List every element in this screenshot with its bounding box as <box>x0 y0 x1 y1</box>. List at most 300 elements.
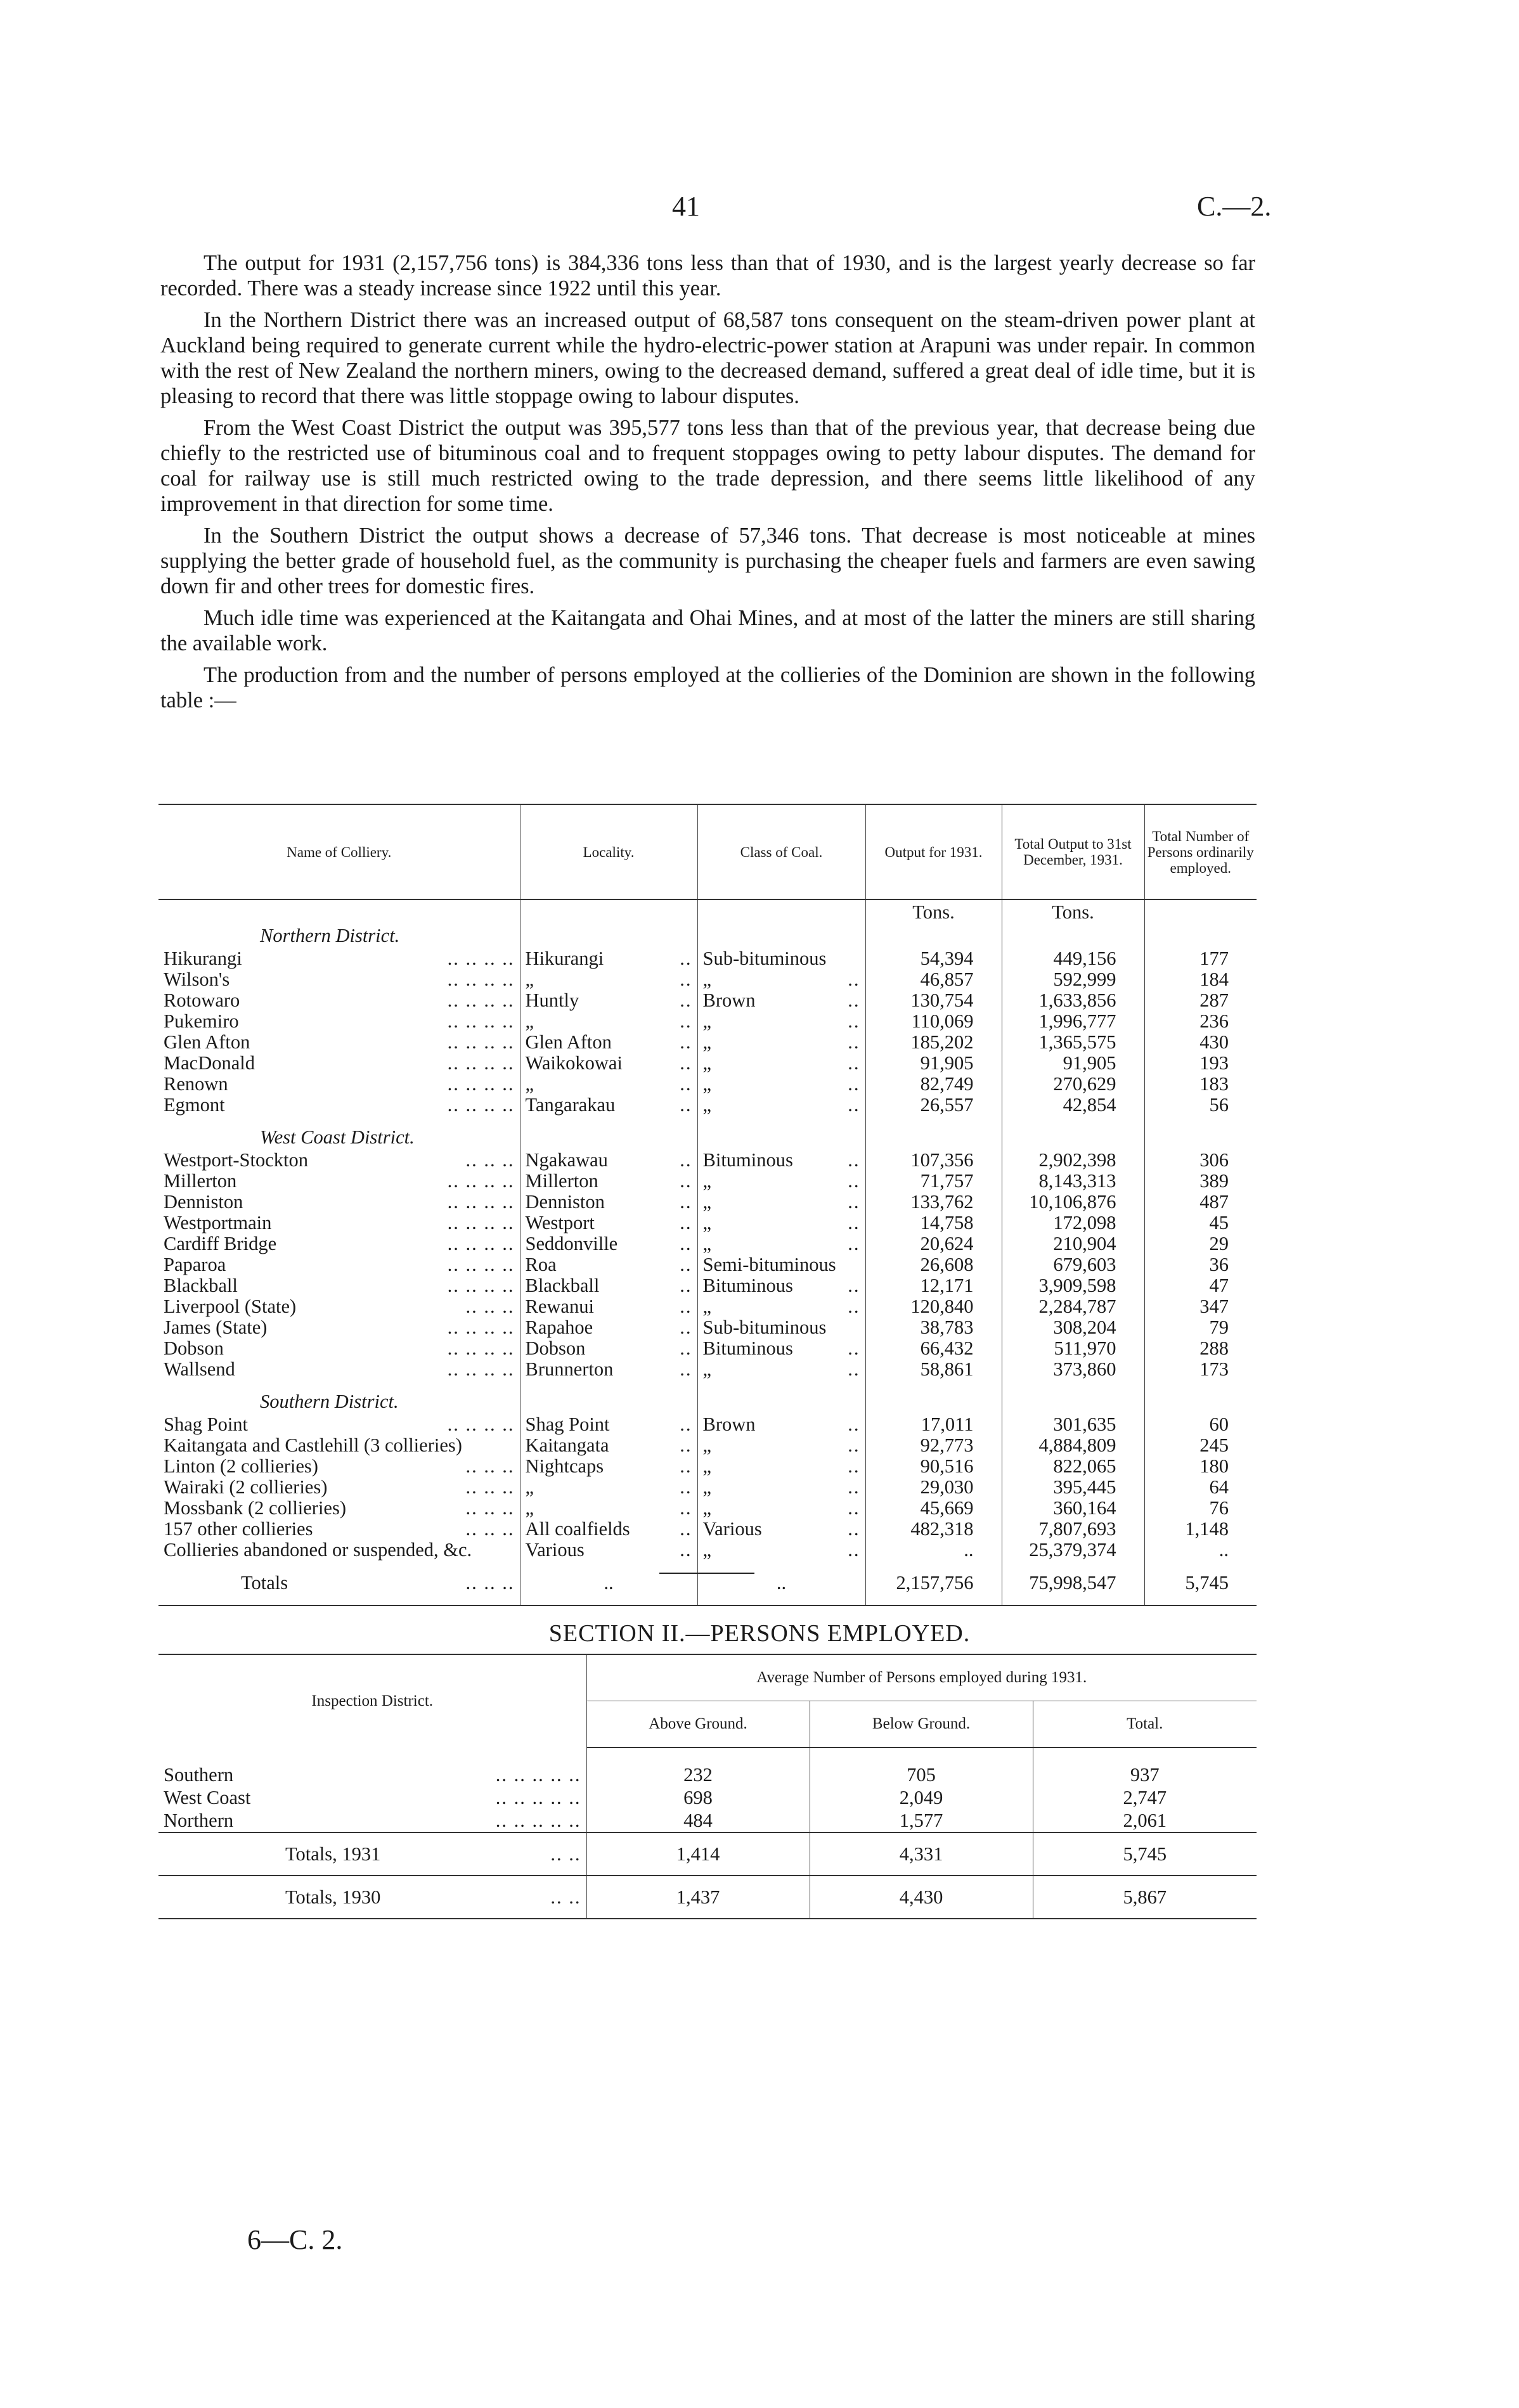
table-cell <box>865 923 1002 948</box>
leader-dots: .. .. .. .. <box>447 1233 515 1254</box>
cell-text: Mossbank (2 collieries) <box>164 1498 346 1519</box>
paragraph: Much idle time was experienced at the Kaitangata and Ohai Mines, and at most of the latter the miners are still sharing the available work. <box>160 606 1255 655</box>
table-cell: 172,098 <box>1002 1213 1144 1233</box>
table-cell <box>520 1435 697 1456</box>
table-cell: 2,284,787 <box>1002 1296 1144 1317</box>
cell-text: Hikurangi <box>525 948 604 969</box>
table-cell <box>520 1389 697 1414</box>
leader-dots: .. .. .. .. <box>447 990 515 1011</box>
cell-text: Denniston <box>164 1192 243 1213</box>
table-row <box>158 1011 1257 1032</box>
totals-row <box>158 1832 1257 1876</box>
table-cell: 210,904 <box>1002 1233 1144 1254</box>
table-cell: 42,854 <box>1002 1095 1144 1116</box>
table-cell <box>158 1832 586 1876</box>
table-cell <box>865 1380 1002 1389</box>
table-cell <box>158 1359 520 1380</box>
table-cell <box>158 1074 520 1095</box>
cell-text: „ <box>702 1435 712 1456</box>
cell-text: Brown <box>702 990 756 1011</box>
leader-dots: .. .. .. .. <box>447 1275 515 1296</box>
table-cell <box>158 948 520 969</box>
table-cell <box>520 1095 697 1116</box>
table-cell <box>520 1296 697 1317</box>
table-cell: 133,762 <box>865 1192 1002 1213</box>
table-row <box>158 1171 1257 1192</box>
table-cell: 360,164 <box>1002 1498 1144 1519</box>
cell-text: Huntly <box>525 990 579 1011</box>
leader-dots: .. .. .. <box>465 1150 515 1171</box>
district-heading-row <box>158 1389 1257 1414</box>
table-cell <box>697 1477 865 1498</box>
table-cell <box>158 1338 520 1359</box>
cell-text: Shag Point <box>164 1414 249 1435</box>
cell-text: Wallsend <box>164 1359 235 1380</box>
cell-text: West Coast <box>164 1787 251 1808</box>
leader-dots: .. <box>680 1150 692 1171</box>
table-cell: 38,783 <box>865 1317 1002 1338</box>
table-cell <box>158 1116 520 1124</box>
table-cell: 2,747 <box>1123 1787 1167 1808</box>
table-cell <box>697 1192 865 1213</box>
table-cell <box>520 948 697 969</box>
table-cell: 71,757 <box>865 1171 1002 1192</box>
table-cell <box>520 1254 697 1275</box>
column-header: Locality. <box>520 804 697 899</box>
table-cell <box>697 1359 865 1380</box>
table-cell <box>697 899 865 923</box>
leader-dots: .. <box>680 1296 692 1317</box>
table-cell: Sub-bituminous <box>697 948 865 969</box>
cell-text: „ <box>702 1456 712 1477</box>
table-row <box>158 1414 1257 1435</box>
table-cell: 592,999 <box>1002 969 1144 990</box>
cell-text: Tangarakau <box>525 1095 616 1116</box>
leader-dots: .. .. .. .. <box>447 1011 515 1032</box>
table-cell: 679,603 <box>1002 1254 1144 1275</box>
table-cell <box>1033 1748 1257 1763</box>
cell-text: Totals, 1931 <box>285 1843 381 1865</box>
table-cell <box>697 1519 865 1540</box>
table-cell <box>158 1192 520 1213</box>
cell-text: Wairaki (2 collieries) <box>164 1477 328 1498</box>
cell-text: „ <box>702 1213 712 1233</box>
table-cell: 107,356 <box>865 1150 1002 1171</box>
cell-text: 157 other collieries <box>164 1519 313 1540</box>
table-cell: 185,202 <box>865 1032 1002 1053</box>
table-cell: 2,061 <box>1123 1810 1167 1831</box>
cell-text: Rapahoe <box>525 1317 593 1338</box>
table-cell: 487 <box>1199 1192 1229 1213</box>
table-cell: 82,749 <box>865 1074 1002 1095</box>
leader-dots: .. <box>680 1519 692 1540</box>
footer-code: 6—C. 2. <box>247 2224 343 2255</box>
table-cell: 2,902,398 <box>1002 1150 1144 1171</box>
cell-text: Waikokowai <box>525 1053 623 1074</box>
table-cell: 347 <box>1199 1296 1229 1317</box>
table-cell <box>1002 1380 1144 1389</box>
table-cell: 26,557 <box>865 1095 1002 1116</box>
table-cell <box>697 1540 865 1561</box>
column-header: Total Number of Persons ordinarily employed. <box>1147 828 1254 876</box>
cell-text: „ <box>702 1011 712 1032</box>
cell-text: Westport-Stockton <box>164 1150 308 1171</box>
table-cell <box>520 1213 697 1233</box>
cell-text: „ <box>702 1296 712 1317</box>
table-cell <box>520 1275 697 1296</box>
column-header: Class of Coal. <box>697 804 865 899</box>
table-cell: 5,867 <box>1033 1876 1257 1919</box>
paragraph: In the Southern District the output shows a decrease of 57,346 tons. That decrease is most noticeable at mines supplying the better grade of household fuel, as the community is purchasing the cheaper fuels and farmers are even sawing down fir and other trees for domestic fires. <box>160 524 1255 598</box>
column-header: Total. <box>1033 1701 1257 1748</box>
table-cell <box>520 1011 697 1032</box>
cell-text: Renown <box>164 1074 228 1095</box>
collieries-table-body <box>158 899 1257 1606</box>
leader-dots: .. .. .. .. <box>447 948 515 969</box>
table-cell: 12,171 <box>865 1275 1002 1296</box>
leader-dots: .. .. <box>550 1886 581 1908</box>
table-row <box>158 1150 1257 1171</box>
paragraph: The output for 1931 (2,157,756 tons) is 384,336 tons less than that of 1930, and is the largest yearly decrease so far recorded. There was a steady increase since 1922 until this year. <box>160 251 1255 300</box>
table-cell: .. <box>520 1561 697 1606</box>
collieries-table <box>158 804 1257 1606</box>
leader-dots: .. .. .. .. <box>447 1074 515 1095</box>
cell-text: Westportmain <box>164 1213 272 1233</box>
table-cell <box>697 1150 865 1171</box>
table-cell <box>697 1171 865 1192</box>
leader-dots: .. <box>848 1074 860 1095</box>
table-cell: 1,577 <box>810 1809 1033 1832</box>
table-cell <box>158 1032 520 1053</box>
leader-dots: .. .. .. .. <box>447 1192 515 1213</box>
leader-dots: .. <box>848 1296 860 1317</box>
persons-employed-body <box>158 1748 1257 1919</box>
paragraph: The production from and the number of persons employed at the collieries of the Dominion are shown in the following table :— <box>160 663 1255 712</box>
cell-text: MacDonald <box>164 1053 255 1074</box>
cell-text: „ <box>702 1359 712 1380</box>
table-row <box>158 1074 1257 1095</box>
units-row <box>158 899 1257 923</box>
leader-dots: .. .. .. <box>465 1571 515 1594</box>
table-cell <box>520 1414 697 1435</box>
district-heading-row <box>158 923 1257 948</box>
table-cell <box>158 1213 520 1233</box>
table-cell <box>520 1074 697 1095</box>
cell-text: „ <box>702 1477 712 1498</box>
table-cell: 10,106,876 <box>1002 1192 1144 1213</box>
table-row <box>158 1359 1257 1380</box>
table-cell: 29 <box>1209 1233 1229 1254</box>
table-cell: 484 <box>586 1809 810 1832</box>
table-cell <box>697 1380 865 1389</box>
leader-dots: .. .. .. .. <box>447 1254 515 1275</box>
cell-text: Linton (2 collieries) <box>164 1456 318 1477</box>
cell-text: „ <box>525 969 534 990</box>
table-cell <box>520 1477 697 1498</box>
leader-dots: .. .. .. .. <box>447 1053 515 1074</box>
table-cell: 306 <box>1199 1150 1229 1171</box>
table-cell: 705 <box>810 1763 1033 1786</box>
table-cell <box>697 1389 865 1414</box>
table-cell: Collieries abandoned or suspended, &c. <box>158 1540 520 1561</box>
leader-dots: .. <box>848 1540 860 1561</box>
leader-dots: .. .. .. .. <box>447 1032 515 1053</box>
leader-dots: .. <box>848 1150 860 1171</box>
table-cell: 130,754 <box>865 990 1002 1011</box>
table-cell: Semi-bituminous <box>697 1254 865 1275</box>
cell-text: Pukemiro <box>164 1011 239 1032</box>
leader-dots: .. <box>848 1338 860 1359</box>
table-cell: .. <box>865 1540 1002 1561</box>
table-cell: 183 <box>1199 1074 1229 1095</box>
leader-dots: .. <box>680 1359 692 1380</box>
table-cell: 373,860 <box>1002 1359 1144 1380</box>
leader-dots: .. <box>848 1053 860 1074</box>
cell-text: „ <box>702 1171 712 1192</box>
table-cell <box>158 990 520 1011</box>
leader-dots: .. .. .. .. <box>447 1213 515 1233</box>
leader-dots: .. <box>680 1074 692 1095</box>
table-cell: 1,148 <box>1185 1519 1229 1540</box>
table-cell <box>1002 1124 1144 1150</box>
leader-dots: .. <box>848 1233 860 1254</box>
table-cell: 46,857 <box>865 969 1002 990</box>
cell-text: Blackball <box>164 1275 238 1296</box>
leader-dots: .. .. .. <box>465 1477 515 1498</box>
table-cell <box>697 923 865 948</box>
leader-dots: .. <box>848 990 860 1011</box>
table-cell: 180 <box>1199 1456 1229 1477</box>
table-row <box>158 1338 1257 1359</box>
table-row <box>158 1095 1257 1116</box>
leader-dots: .. <box>680 1275 692 1296</box>
table-row <box>158 1477 1257 1498</box>
table-cell <box>1144 1124 1257 1150</box>
leader-dots: .. <box>680 1435 692 1456</box>
totals-label: Totals <box>241 1571 288 1594</box>
table-cell <box>1144 899 1257 923</box>
table-cell: 287 <box>1199 990 1229 1011</box>
cell-text: James (State) <box>164 1317 268 1338</box>
table-cell <box>1144 1380 1257 1389</box>
leader-dots: .. <box>848 1275 860 1296</box>
column-group-header: Average Number of Persons employed during 1931. <box>756 1669 1087 1686</box>
table-cell: 91,905 <box>865 1053 1002 1074</box>
table-cell <box>158 1561 520 1606</box>
table-cell: 79 <box>1209 1317 1229 1338</box>
table-row <box>158 1296 1257 1317</box>
paragraph: From the West Coast District the output was 395,577 tons less than that of the previous year, that decrease being due chiefly to the restricted use of bituminous coal and to frequent stoppages owing to petty labour disputes. The demand for coal for railway use is still much restricted owing to the trade depression, and there seems little likelihood of any improvement in that direction for some time. <box>160 416 1255 516</box>
table-cell <box>1144 1389 1257 1414</box>
table-row <box>158 990 1257 1011</box>
table-cell: 14,758 <box>865 1213 1002 1233</box>
table-cell <box>158 1150 520 1171</box>
cell-text: „ <box>702 1032 712 1053</box>
table-cell: 245 <box>1199 1435 1229 1456</box>
cell-text: Seddonville <box>525 1233 618 1254</box>
table-cell <box>697 1213 865 1233</box>
leader-dots: .. <box>848 1414 860 1435</box>
cell-text: „ <box>525 1477 534 1498</box>
table-cell: 91,905 <box>1002 1053 1144 1074</box>
table-cell <box>520 1338 697 1359</box>
table-cell <box>697 1435 865 1456</box>
table-cell <box>865 1389 1002 1414</box>
cell-text: „ <box>702 1192 712 1213</box>
table-cell <box>520 1192 697 1213</box>
table-row <box>158 1540 1257 1561</box>
table-row <box>158 1763 1257 1786</box>
cell-text: Liverpool (State) <box>164 1296 297 1317</box>
cell-text: „ <box>525 1011 534 1032</box>
table-cell: 64 <box>1209 1477 1229 1498</box>
table-cell <box>697 1095 865 1116</box>
leader-dots: .. <box>680 1317 692 1338</box>
table-cell <box>697 1032 865 1053</box>
table-cell: 60 <box>1209 1414 1229 1435</box>
table-cell <box>865 1124 1002 1150</box>
table-cell <box>158 1498 520 1519</box>
column-header: Name of Colliery. <box>158 804 520 899</box>
table-row <box>158 1456 1257 1477</box>
table-cell <box>697 1275 865 1296</box>
leader-dots: .. <box>680 1477 692 1498</box>
leader-dots: .. .. .. .. <box>447 1414 515 1435</box>
leader-dots: .. .. .. .. .. <box>495 1810 581 1831</box>
table-cell: 3,909,598 <box>1002 1275 1144 1296</box>
cell-text: Various <box>702 1519 762 1540</box>
table-cell <box>158 1095 520 1116</box>
table-cell <box>865 1116 1002 1124</box>
table-cell <box>1002 923 1144 948</box>
cell-text: Various <box>525 1540 585 1561</box>
leader-dots: .. <box>680 1456 692 1477</box>
table-cell <box>158 1477 520 1498</box>
document-code: C.—2. <box>1197 191 1272 222</box>
district-heading-row <box>158 1124 1257 1150</box>
table-cell <box>697 1296 865 1317</box>
table-cell <box>520 1171 697 1192</box>
leader-dots: .. .. .. .. <box>447 1171 515 1192</box>
leader-dots: .. .. .. .. <box>447 1095 515 1116</box>
page-number: 41 <box>672 191 700 222</box>
table-cell: 45 <box>1209 1213 1229 1233</box>
table-cell: 92,773 <box>865 1435 1002 1456</box>
cell-text: Kaitangata <box>525 1435 609 1456</box>
table-cell: 184 <box>1199 969 1229 990</box>
leader-dots: .. <box>848 969 860 990</box>
leader-dots: .. .. .. .. .. <box>495 1787 581 1808</box>
leader-dots: .. <box>848 1192 860 1213</box>
table-cell <box>697 990 865 1011</box>
table-cell: 17,011 <box>865 1414 1002 1435</box>
table-row <box>158 1032 1257 1053</box>
leader-dots: .. <box>680 990 692 1011</box>
table-cell <box>520 923 697 948</box>
table-cell <box>697 1116 865 1124</box>
cell-text: Denniston <box>525 1192 605 1213</box>
leader-dots: .. .. .. .. <box>447 1359 515 1380</box>
leader-dots: .. .. .. .. <box>447 1317 515 1338</box>
cell-text: Glen Afton <box>525 1032 612 1053</box>
table-cell: 482,318 <box>865 1519 1002 1540</box>
totals-row <box>158 1561 1257 1606</box>
table-cell: 236 <box>1199 1011 1229 1032</box>
table-cell: 4,430 <box>810 1876 1033 1919</box>
cell-text: „ <box>702 1540 712 1561</box>
table-row <box>158 1275 1257 1296</box>
table-cell: 2,049 <box>810 1786 1033 1809</box>
table-row <box>158 1786 1257 1809</box>
table-cell: 395,445 <box>1002 1477 1144 1498</box>
table-cell <box>520 1380 697 1389</box>
table-cell: 173 <box>1199 1359 1229 1380</box>
table-row <box>158 1809 1257 1832</box>
table-cell <box>158 1171 520 1192</box>
table-cell <box>158 1275 520 1296</box>
table-cell: 430 <box>1199 1032 1229 1053</box>
table-header-row <box>158 804 1257 899</box>
table-cell <box>697 1233 865 1254</box>
cell-text: Shag Point <box>525 1414 610 1435</box>
table-row <box>158 1498 1257 1519</box>
table-cell <box>1144 923 1257 948</box>
table-header-row <box>158 1654 1257 1701</box>
cell-text: „ <box>702 969 712 990</box>
cell-text: „ <box>702 1498 712 1519</box>
table-cell: 1,414 <box>586 1832 810 1876</box>
table-cell: 4,331 <box>810 1832 1033 1876</box>
table-cell <box>158 1296 520 1317</box>
table-cell <box>520 899 697 923</box>
table-cell <box>697 969 865 990</box>
table-cell <box>520 1540 697 1561</box>
table-cell: 449,156 <box>1002 948 1144 969</box>
table-cell: 110,069 <box>865 1011 1002 1032</box>
table-row <box>158 948 1257 969</box>
cell-text: Totals, 1930 <box>285 1886 381 1908</box>
leader-dots: .. <box>848 1498 860 1519</box>
table-cell <box>586 1748 810 1763</box>
cell-text: Southern <box>164 1764 234 1786</box>
leader-dots: .. .. .. .. <box>447 969 515 990</box>
table-cell: Northern District. <box>158 923 520 948</box>
table-cell: Kaitangata and Castlehill (3 collieries) <box>158 1435 520 1456</box>
table-cell <box>158 1786 586 1809</box>
table-cell <box>158 969 520 990</box>
table-cell: Sub-bituminous <box>697 1317 865 1338</box>
table-cell: 36 <box>1209 1254 1229 1275</box>
leader-dots: .. <box>680 1540 692 1561</box>
table-cell: .. <box>697 1561 865 1606</box>
table-cell <box>158 1809 586 1832</box>
leader-dots: .. <box>680 948 692 969</box>
leader-dots: .. .. .. <box>465 1519 515 1540</box>
table-cell: 75,998,547 <box>1002 1561 1144 1606</box>
table-cell: 177 <box>1199 948 1229 969</box>
table-row <box>158 1053 1257 1074</box>
cell-text: Paparoa <box>164 1254 226 1275</box>
cell-text: „ <box>702 1074 712 1095</box>
cell-text: „ <box>525 1074 534 1095</box>
leader-dots: .. <box>680 1095 692 1116</box>
cell-text: Millerton <box>525 1171 598 1192</box>
leader-dots: .. .. .. <box>465 1456 515 1477</box>
cell-text: Glen Afton <box>164 1032 250 1053</box>
leader-dots: .. <box>848 1095 860 1116</box>
cell-text: „ <box>702 1095 712 1116</box>
table-cell <box>520 1498 697 1519</box>
